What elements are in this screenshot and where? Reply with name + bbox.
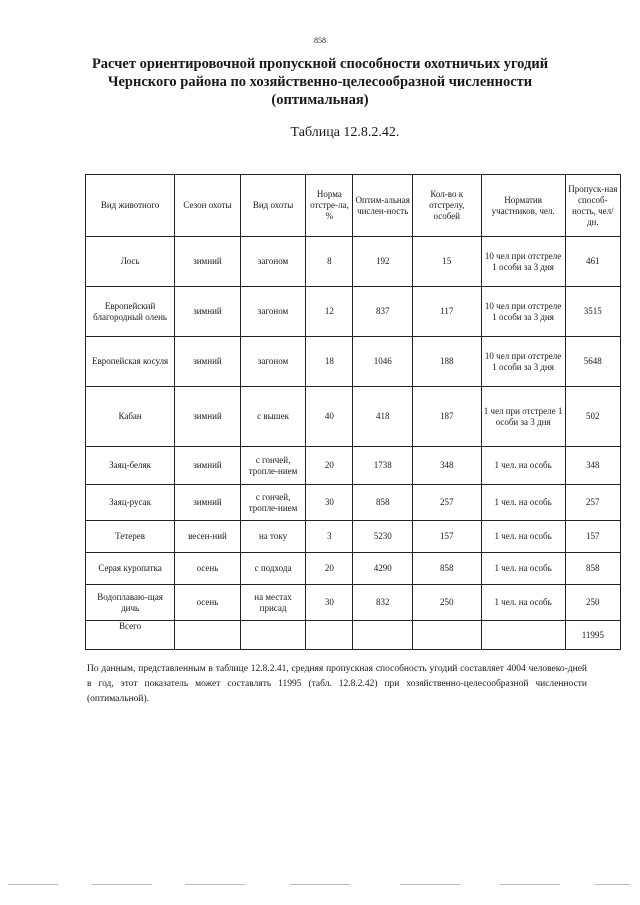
cell-method: загоном (240, 287, 306, 337)
cell-to-cull: 157 (412, 521, 481, 553)
cell-season: зимний (175, 287, 241, 337)
cell-animal: Заяц-беляк (86, 447, 175, 485)
summary-paragraph: По данным, представленным в таблице 12.8.2.41, средняя пропускная способность угодий составляет 4004 человеко-дней в год, этот показатель может составлять 11995 (табл. 12.8.2.42) при хозяйственно-целесообразной численности (оптимальной). (87, 664, 587, 704)
cell-norm: 18 (306, 337, 353, 387)
cell-method: с вышек (240, 387, 306, 447)
cell-method: с подхода (240, 553, 306, 585)
table-row (86, 553, 621, 585)
header-standard: Норматив участников, чел. (481, 175, 565, 237)
cell-season: зимний (175, 237, 241, 287)
header-optimal: Оптим-альная числен-ность (353, 175, 412, 237)
empty-cell (175, 621, 241, 650)
table-row (86, 447, 621, 485)
table-row (86, 387, 621, 447)
scan-edge-marks (0, 884, 640, 890)
table-header-row (86, 175, 621, 237)
cell-capacity: 257 (565, 485, 620, 521)
cell-animal: Европейская косуля (86, 337, 175, 387)
cell-standard: 10 чел при отстреле 1 особи за 3 дня (481, 337, 565, 387)
cell-standard: 10 чел при отстреле 1 особи за 3 дня (481, 287, 565, 337)
cell-capacity: 858 (565, 553, 620, 585)
cell-standard: 1 чел при отстреле 1 особи за 3 дня (481, 387, 565, 447)
cell-method: на току (240, 521, 306, 553)
cell-norm: 20 (306, 447, 353, 485)
cell-season: осень (175, 585, 241, 621)
table-row (86, 585, 621, 621)
cell-norm: 3 (306, 521, 353, 553)
capacity-table (85, 174, 621, 650)
cell-to-cull: 188 (412, 337, 481, 387)
title-line-1: Расчет ориентировочной пропускной способности охотничьих угодий (91, 56, 549, 72)
empty-cell (412, 621, 481, 650)
cell-standard: 10 чел при отстреле 1 особи за 3 дня (481, 237, 565, 287)
cell-capacity: 502 (565, 387, 620, 447)
cell-standard: 1 чел. на особь (481, 521, 565, 553)
cell-method: загоном (240, 337, 306, 387)
header-animal: Вид животного (86, 175, 175, 237)
title-line-2: Чернского района по хозяйственно-целесообразной численности (107, 74, 533, 90)
page-title (60, 55, 580, 109)
table-row (86, 337, 621, 387)
cell-animal: Водоплаваю-щая дичь (86, 585, 175, 621)
cell-animal: Европейский благородный олень (86, 287, 175, 337)
cell-season: зимний (175, 447, 241, 485)
cell-capacity: 250 (565, 585, 620, 621)
cell-season: весен-ний (175, 521, 241, 553)
cell-method: загоном (240, 237, 306, 287)
header-method: Вид охоты (240, 175, 306, 237)
cell-optimal: 192 (353, 237, 412, 287)
cell-to-cull: 348 (412, 447, 481, 485)
cell-capacity: 3515 (565, 287, 620, 337)
header-capacity: Пропуск-ная способ-ность, чел/дн. (565, 175, 620, 237)
table-total-row (86, 621, 621, 650)
cell-optimal: 1046 (353, 337, 412, 387)
title-line-3: (оптимальная) (271, 92, 369, 108)
cell-to-cull: 858 (412, 553, 481, 585)
cell-optimal: 837 (353, 287, 412, 337)
cell-capacity: 157 (565, 521, 620, 553)
cell-season: осень (175, 553, 241, 585)
cell-season: зимний (175, 337, 241, 387)
page-number: 858 (314, 36, 326, 45)
cell-capacity: 5648 (565, 337, 620, 387)
cell-norm: 12 (306, 287, 353, 337)
cell-standard: 1 чел. на особь (481, 447, 565, 485)
cell-to-cull: 250 (412, 585, 481, 621)
empty-cell (306, 621, 353, 650)
table-row (86, 287, 621, 337)
empty-cell (481, 621, 565, 650)
cell-animal: Лось (86, 237, 175, 287)
cell-norm: 20 (306, 553, 353, 585)
cell-optimal: 858 (353, 485, 412, 521)
cell-to-cull: 15 (412, 237, 481, 287)
total-value: 11995 (565, 621, 620, 650)
header-norm: Норма отстре-ла, % (306, 175, 353, 237)
empty-cell (240, 621, 306, 650)
table-label: Таблица 12.8.2.42. (290, 125, 400, 140)
cell-norm: 8 (306, 237, 353, 287)
cell-method: с гончей, тропле-нием (240, 485, 306, 521)
cell-optimal: 1738 (353, 447, 412, 485)
table-row (86, 237, 621, 287)
cell-animal: Кабан (86, 387, 175, 447)
table-row (86, 521, 621, 553)
cell-optimal: 5230 (353, 521, 412, 553)
cell-optimal: 418 (353, 387, 412, 447)
cell-animal: Заяц-русак (86, 485, 175, 521)
header-season: Сезон охоты (175, 175, 241, 237)
cell-standard: 1 чел. на особь (481, 553, 565, 585)
cell-optimal: 4290 (353, 553, 412, 585)
cell-standard: 1 чел. на особь (481, 585, 565, 621)
cell-capacity: 461 (565, 237, 620, 287)
cell-season: зимний (175, 387, 241, 447)
cell-animal: Тетерев (86, 521, 175, 553)
cell-capacity: 348 (565, 447, 620, 485)
header-to-cull: Кол-во к отстрелу, особей (412, 175, 481, 237)
table-row (86, 485, 621, 521)
cell-standard: 1 чел. на особь (481, 485, 565, 521)
cell-norm: 30 (306, 585, 353, 621)
cell-season: зимний (175, 485, 241, 521)
empty-cell (353, 621, 412, 650)
cell-to-cull: 117 (412, 287, 481, 337)
cell-norm: 30 (306, 485, 353, 521)
cell-to-cull: 187 (412, 387, 481, 447)
cell-optimal: 832 (353, 585, 412, 621)
cell-method: с гончей, тропле-нием (240, 447, 306, 485)
cell-animal: Серая куропатка (86, 553, 175, 585)
cell-norm: 40 (306, 387, 353, 447)
cell-method: на местах присад (240, 585, 306, 621)
cell-to-cull: 257 (412, 485, 481, 521)
total-label: Всего (86, 621, 175, 650)
